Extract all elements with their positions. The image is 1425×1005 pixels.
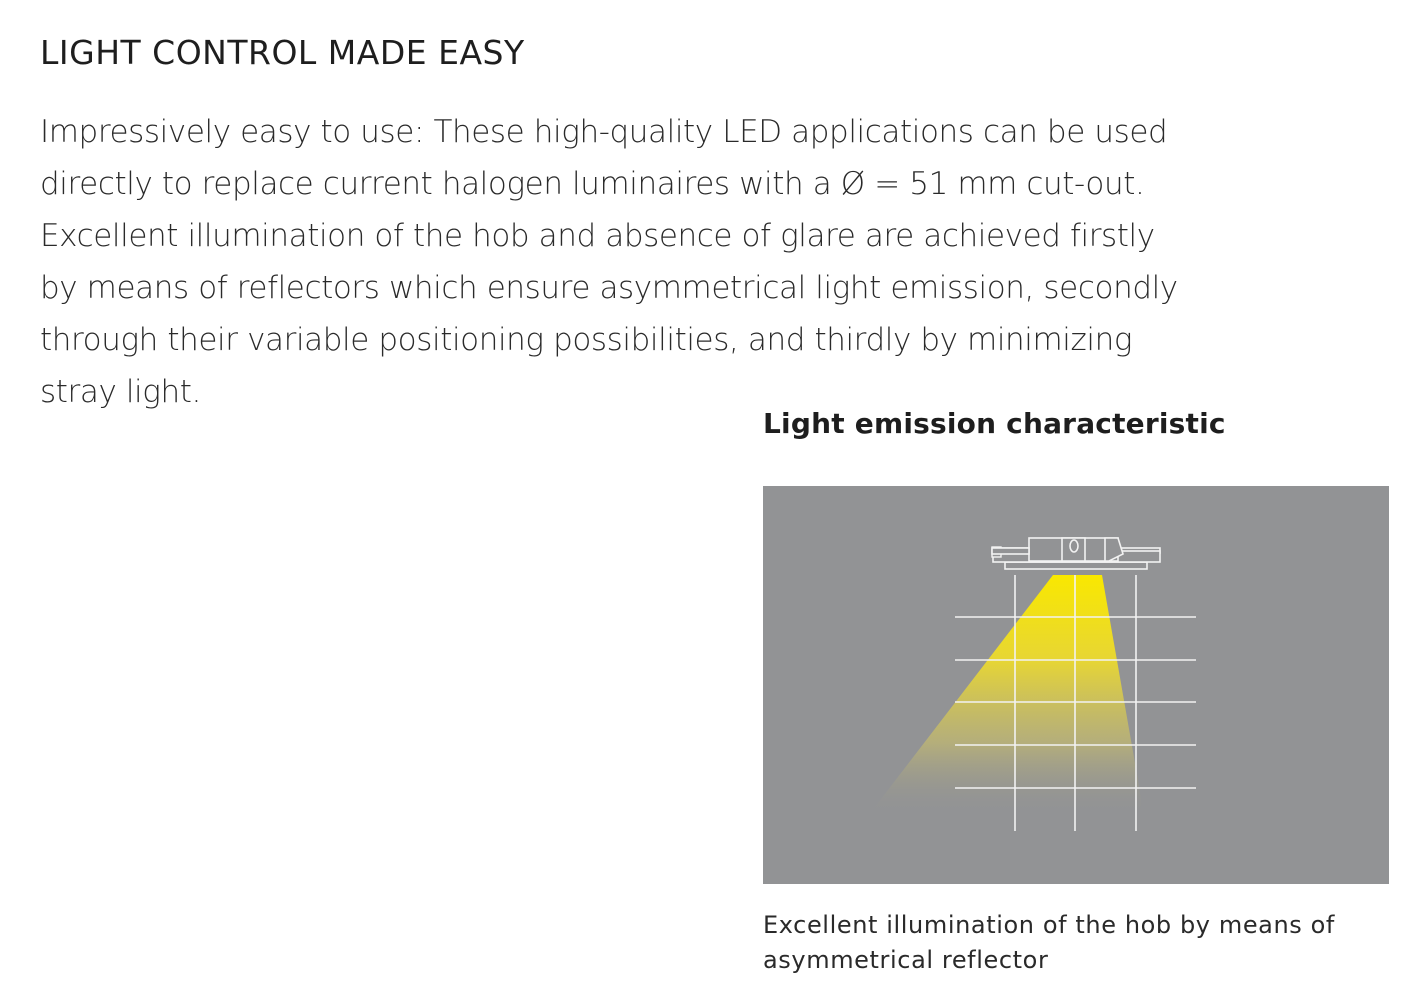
figure-caption <box>763 908 1403 978</box>
intro-line: directly to replace current halogen luminaires with a Ø = 51 mm cut-out. <box>40 166 1145 202</box>
intro-line: Impressively easy to use: These high-quality LED applications can be used <box>40 114 1168 150</box>
light-emission-illustration <box>763 486 1389 884</box>
intro-line: Excellent illumination of the hob and absence of glare are achieved firstly <box>40 218 1155 254</box>
intro-line: through their variable positioning possibilities, and thirdly by minimizing <box>40 322 1133 358</box>
figure-title: Light emission characteristic <box>763 407 1226 440</box>
light-beam <box>868 575 1143 816</box>
intro-line: by means of reflectors which ensure asymmetrical light emission, secondly <box>40 270 1178 306</box>
light-emission-diagram <box>763 486 1389 884</box>
page-title: LIGHT CONTROL MADE EASY <box>40 33 525 72</box>
luminaire-icon <box>992 538 1160 569</box>
intro-paragraph <box>40 106 1240 418</box>
caption-line: asymmetrical reflector <box>763 946 1049 974</box>
intro-line: stray light. <box>40 374 201 410</box>
caption-line: Excellent illumination of the hob by means of <box>763 911 1335 939</box>
